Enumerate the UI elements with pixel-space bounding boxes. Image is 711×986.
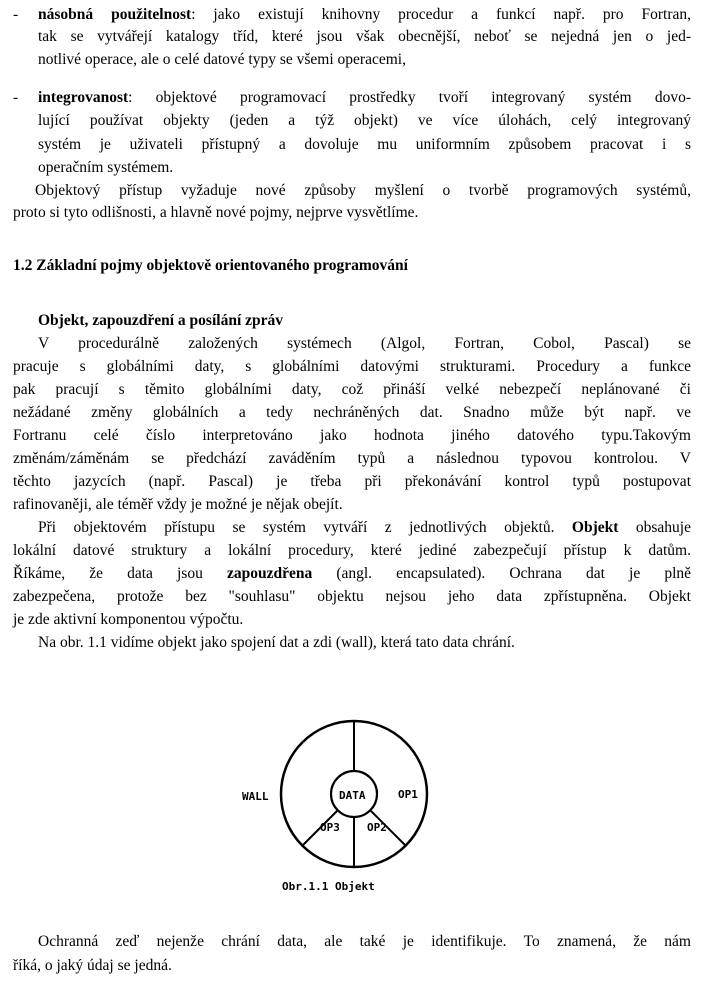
paragraph-line: Fortranu celé číslo interpretováno jako hodnota jiného datového typu.Takovým [13, 427, 691, 444]
paragraph-line: zabezpečena, protože bez "souhlasu" objektu nejsou jeho data zpřístupněna. Objekt [13, 588, 691, 605]
label-op2: OP2 [367, 821, 387, 834]
list-item-line: operačním systémem. [38, 159, 174, 176]
object-diagram-svg [236, 714, 456, 898]
paragraph-line: Objektový přístup vyžaduje nové způsoby myšlení o tvorbě programových systémů, [35, 182, 691, 199]
paragraph-line: těchto jazycích (např. Pascal) je třeba při překonávání kontrol typů postupovat [13, 473, 691, 490]
list-item-line: tak se vytvářejí katalogy tříd, které jsou však obecnější, neboť se nejedná jen o jed- [38, 28, 691, 45]
paragraph-line: pracuje s globálními daty, s globálními datovými strukturami. Procedury a funkce [13, 358, 691, 375]
paragraph-line: Říkáme, že data jsou zapouzdřena (angl. encapsulated). Ochrana dat je plně [13, 565, 692, 582]
list-item-line: lující používat objekty (jeden a týž objekt) ve více úlohách, celý integrovaný [38, 112, 691, 129]
paragraph-line: proto si tyto odlišnosti, a hlavně nové pojmy, nejprve vysvětlíme. [13, 204, 419, 221]
paragraph-line: pak pracují s těmito globálními daty, což přináší velké nebezpečí neplánované či [13, 381, 691, 398]
list-bullet: - [13, 89, 19, 106]
paragraph-line: rafinovaněji, ale téměř vždy je možné je nějak obejít. [13, 496, 343, 513]
paragraph-line: Ochranná zeď nejenže chrání data, ale také je identifikuje. To znamená, že nám [38, 933, 691, 950]
paragraph-line: nežádané změny globálních a tedy nechráněných dat. Snadno může být např. ve [13, 404, 691, 421]
list-item-line: systém je uživateli přístupný a dovoluje mu uniformním způsobem pracovat i s [38, 136, 691, 153]
paragraph-line: Při objektovém přístupu se systém vytváří z jednotlivých objektů. Objekt obsahuje [38, 519, 691, 536]
label-data: DATA [339, 789, 366, 802]
paragraph-line: říká, o jaký údaj se jedná. [13, 957, 172, 974]
list-item-line: násobná použitelnost: jako existují knihovny procedur a funkcí např. pro Fortran, [38, 6, 691, 23]
label-op3: OP3 [320, 821, 340, 834]
label-op1: OP1 [398, 788, 418, 801]
list-item-line: notlivé operace, ale o celé datové typy se všemi operacemi, [38, 51, 406, 68]
subsection-heading: Objekt, zapouzdření a posílání zpráv [38, 312, 284, 329]
list-bullet: - [13, 6, 19, 23]
object-diagram [236, 714, 456, 898]
figure-caption: Obr.1.1 Objekt [282, 880, 375, 893]
figure-intro-line: Na obr. 1.1 vidíme objekt jako spojení dat a zdi (wall), která tato data chrání. [38, 634, 515, 651]
list-item-term: násobná použitelnost [38, 6, 192, 23]
paragraph-line: V procedurálně založených systémech (Algol, Fortran, Cobol, Pascal) se [38, 335, 691, 352]
paragraph-line: je zde aktivní komponentou výpočtu. [13, 611, 244, 628]
term-encapsulated: zapouzdřena [226, 565, 313, 582]
list-item-line: integrovanost: objektové programovací prostředky tvoří integrovaný systém dovo- [38, 89, 691, 106]
label-wall: WALL [242, 790, 269, 803]
term-object: Objekt [571, 519, 619, 536]
paragraph-line: změnám/záměnám se předchází zaváděním typů a následnou typovou kontrolou. V [13, 450, 691, 467]
section-heading: 1.2 Základní pojmy objektově orientovaného programování [13, 257, 408, 274]
paragraph-line: lokální datové struktury a lokální procedury, které jediné zabezpečují přístup k datům. [13, 542, 691, 559]
list-item-term: integrovanost [38, 89, 129, 106]
